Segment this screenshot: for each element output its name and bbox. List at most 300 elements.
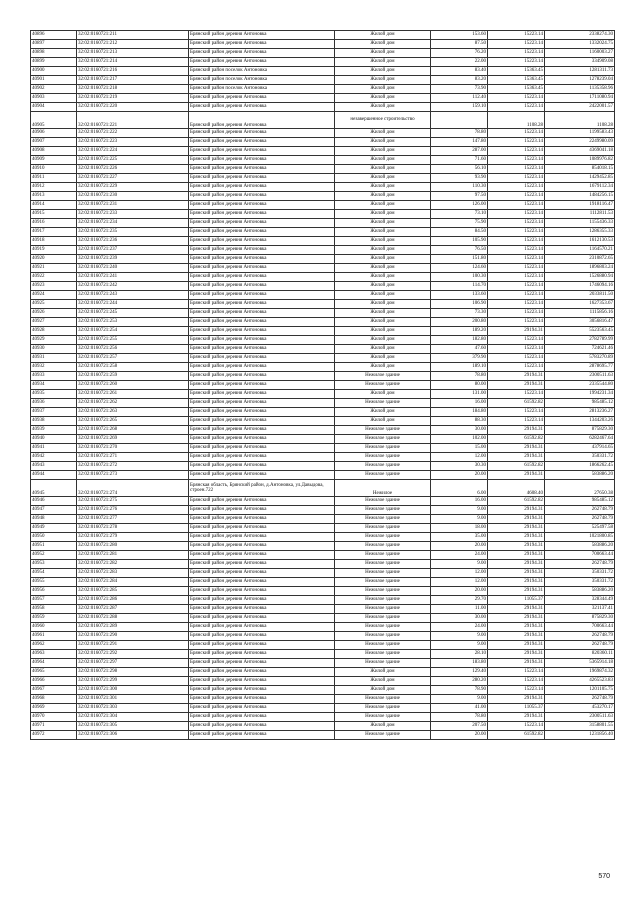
cell-cadastral-value: 1115856.16 (545, 309, 615, 318)
table-row (31, 318, 615, 327)
cell-object-type: Нежилое здание (335, 453, 431, 462)
cell-row-number: 40928 (31, 327, 77, 336)
table-row (31, 192, 615, 201)
cell-object-type: Жилой дом (335, 183, 431, 192)
cell-cadastral-value: 2782789.99 (545, 336, 615, 345)
cell-address: Брянский район деревня Антоновка (189, 578, 335, 587)
cell-row-number: 40901 (31, 76, 77, 85)
cell-cadastral-number: 32:02:0160721:235 (77, 228, 189, 237)
cell-object-type: Жилой дом (335, 255, 431, 264)
cell-unit-value: 15223.14 (488, 722, 545, 731)
cell-unit-value: 4608.40 (488, 480, 545, 497)
cell-object-type: Жилой дом (335, 129, 431, 138)
table-row (31, 668, 615, 677)
cell-row-number: 40956 (31, 587, 77, 596)
cell-cadastral-value: 1711080.94 (545, 94, 615, 103)
cell-object-type: Нежилое здание (335, 623, 431, 632)
cell-object-type: Жилой дом (335, 273, 431, 282)
cell-address: Брянский район деревня Антоновка (189, 282, 335, 291)
cell-cadastral-value: 350331.72 (545, 578, 615, 587)
table-row (31, 704, 615, 713)
cell-area: 84.50 (431, 228, 488, 237)
cell-unit-value: 15223.14 (488, 31, 545, 40)
cell-unit-value: 15223.14 (488, 219, 545, 228)
cell-area: 129.40 (431, 668, 488, 677)
cell-cadastral-value: 2033811.50 (545, 291, 615, 300)
cell-address: Брянский район деревня Антоновка (189, 641, 335, 650)
cell-address: Брянский район деревня Антоновка (189, 731, 335, 740)
cell-unit-value: 29194.31 (488, 453, 545, 462)
cell-row-number: 40947 (31, 506, 77, 515)
cell-row-number: 40952 (31, 551, 77, 560)
cell-unit-value: 29194.31 (488, 632, 545, 641)
cell-cadastral-value: 27650.38 (545, 480, 615, 497)
cell-area: 20.00 (431, 542, 488, 551)
cell-unit-value: 29194.31 (488, 327, 545, 336)
cell-cadastral-number: 32:02:0160721:274 (77, 480, 189, 497)
cell-address: Брянский район деревня Антоновка (189, 336, 335, 345)
table-row (31, 336, 615, 345)
table-row (31, 462, 615, 471)
cell-unit-value: 29194.31 (488, 605, 545, 614)
cell-cadastral-number: 32:02:0160721:297 (77, 659, 189, 668)
cell-cadastral-number: 32:02:0160721:221 (77, 112, 189, 129)
table-row (31, 596, 615, 605)
cell-cadastral-value: 1201105.75 (545, 686, 615, 695)
cell-address: Брянский район деревня Антоновка (189, 722, 335, 731)
cell-row-number: 40909 (31, 156, 77, 165)
cell-cadastral-number: 32:02:0160721:241 (77, 273, 189, 282)
table-row (31, 713, 615, 722)
cell-area: 78.90 (431, 686, 488, 695)
cell-unit-value: 29194.31 (488, 659, 545, 668)
cell-unit-value: 15223.14 (488, 336, 545, 345)
cell-area: 131.00 (431, 390, 488, 399)
cell-unit-value: 15223.14 (488, 408, 545, 417)
cell-cadastral-number: 32:02:0160721:292 (77, 650, 189, 659)
cell-row-number: 40929 (31, 336, 77, 345)
cell-area: 280.20 (431, 677, 488, 686)
cell-area: 71.60 (431, 156, 488, 165)
cell-object-type: Жилой дом (335, 85, 431, 94)
cell-row-number: 40910 (31, 165, 77, 174)
cell-address: Брянский район деревня Антоновка (189, 515, 335, 524)
table-row (31, 291, 615, 300)
cell-address: Брянский район поселок Антоновка (189, 85, 335, 94)
cell-cadastral-value: 2310872.65 (545, 255, 615, 264)
cell-cadastral-number: 32:02:0160721:282 (77, 560, 189, 569)
cell-unit-value: 15223.14 (488, 300, 545, 309)
table-row (31, 587, 615, 596)
cell-cadastral-value: 2300511.63 (545, 372, 615, 381)
cell-cadastral-value: 1160003.27 (545, 49, 615, 58)
cell-row-number: 40938 (31, 417, 77, 426)
cell-cadastral-value: 1112811.53 (545, 210, 615, 219)
cell-cadastral-number: 32:02:0160721:216 (77, 67, 189, 76)
cell-address: Брянский район деревня Антоновка (189, 372, 335, 381)
cell-cadastral-number: 32:02:0160721:275 (77, 497, 189, 506)
cell-unit-value: 15223.14 (488, 246, 545, 255)
cell-object-type: Нежилое здание (335, 551, 431, 560)
cell-row-number: 40922 (31, 273, 77, 282)
cell-address: Брянский район деревня Антоновка (189, 605, 335, 614)
cell-area: 83.40 (431, 67, 488, 76)
cell-address: Брянский район деревня Антоновка (189, 309, 335, 318)
cell-cadastral-value: 875829.30 (545, 426, 615, 435)
cell-cadastral-value: 583886.20 (545, 471, 615, 480)
cell-area: 16.00 (431, 399, 488, 408)
table-row (31, 237, 615, 246)
cell-cadastral-number: 32:02:0160721:263 (77, 408, 189, 417)
cell-object-type: Нежилое здание (335, 713, 431, 722)
cell-unit-value: 15223.14 (488, 255, 545, 264)
cell-cadastral-value: 1021800.85 (545, 533, 615, 542)
cell-row-number: 40932 (31, 363, 77, 372)
cell-area (431, 112, 488, 129)
cell-unit-value: 29194.31 (488, 515, 545, 524)
cell-unit-value: 29194.31 (488, 614, 545, 623)
table-row (31, 471, 615, 480)
cell-row-number: 40906 (31, 129, 77, 138)
cell-cadastral-value: 1866262.45 (545, 462, 615, 471)
cell-row-number: 40908 (31, 147, 77, 156)
cell-cadastral-value: 1627353.67 (545, 300, 615, 309)
cell-cadastral-number: 32:02:0160721:231 (77, 201, 189, 210)
cell-row-number: 40920 (31, 255, 77, 264)
cell-address: Брянский район деревня Антоновка (189, 345, 335, 354)
cell-area: 76.20 (431, 49, 488, 58)
cell-object-type: Жилой дом (335, 219, 431, 228)
cell-unit-value: 15363.45 (488, 85, 545, 94)
cell-cadastral-number: 32:02:0160721:276 (77, 506, 189, 515)
cell-row-number: 40967 (31, 686, 77, 695)
cell-cadastral-value: 1746094.16 (545, 282, 615, 291)
cell-row-number: 40927 (31, 318, 77, 327)
cell-cadastral-value: 1135358.96 (545, 85, 615, 94)
cell-cadastral-number: 32:02:0160721:260 (77, 381, 189, 390)
cell-area: 97.50 (431, 192, 488, 201)
cell-area: 12.00 (431, 453, 488, 462)
cell-cadastral-number: 32:02:0160721:224 (77, 147, 189, 156)
cell-area: 30.30 (431, 462, 488, 471)
cell-unit-value: 29194.31 (488, 506, 545, 515)
cell-object-type: Жилой дом (335, 686, 431, 695)
cell-object-type: Нежилое здание (335, 515, 431, 524)
table-row (31, 156, 615, 165)
cell-area: 76.50 (431, 246, 488, 255)
cell-unit-value: 29194.31 (488, 471, 545, 480)
cell-address: Брянский район деревня Антоновка (189, 94, 335, 103)
table-row (31, 560, 615, 569)
cell-row-number: 40953 (31, 560, 77, 569)
cell-row-number: 40926 (31, 309, 77, 318)
cell-cadastral-value: 5365914.18 (545, 659, 615, 668)
cell-area: 287.00 (431, 147, 488, 156)
cell-cadastral-value: 1108.28 (545, 112, 615, 129)
cell-address: Брянский район деревня Антоновка (189, 408, 335, 417)
cell-address: Брянский район деревня Антоновка (189, 255, 335, 264)
cell-unit-value: 61592.82 (488, 399, 545, 408)
cell-row-number: 40937 (31, 408, 77, 417)
cell-row-number: 40916 (31, 219, 77, 228)
table-row (31, 183, 615, 192)
cell-cadastral-number: 32:02:0160721:280 (77, 542, 189, 551)
cell-cadastral-value: 350331.72 (545, 569, 615, 578)
cell-cadastral-number: 32:02:0160721:214 (77, 58, 189, 67)
cell-row-number: 40923 (31, 282, 77, 291)
cell-cadastral-value: 525497.58 (545, 524, 615, 533)
cell-cadastral-value: 5783270.89 (545, 354, 615, 363)
cell-unit-value: 61592.82 (488, 435, 545, 444)
cell-object-type: Жилой дом (335, 408, 431, 417)
cell-area: 12.00 (431, 569, 488, 578)
cell-area: 9.00 (431, 560, 488, 569)
table-row (31, 542, 615, 551)
cell-area: 30.00 (431, 426, 488, 435)
cell-address: Брянский район деревня Антоновка (189, 596, 335, 605)
cell-unit-value: 29194.31 (488, 578, 545, 587)
cell-row-number: 40900 (31, 67, 77, 76)
cell-area: 93.90 (431, 174, 488, 183)
cell-unit-value: 29194.31 (488, 542, 545, 551)
cell-cadastral-number: 32:02:0160721:255 (77, 336, 189, 345)
cell-object-type: Нежилое здание (335, 596, 431, 605)
cell-area: 78.80 (431, 129, 488, 138)
cell-address: Брянский район деревня Антоновка (189, 237, 335, 246)
table-row (31, 345, 615, 354)
cell-area: 35.00 (431, 533, 488, 542)
cell-unit-value: 15223.14 (488, 273, 545, 282)
cell-cadastral-number: 32:02:0160721:244 (77, 300, 189, 309)
cell-area: 189.20 (431, 327, 488, 336)
cell-cadastral-number: 32:02:0160721:304 (77, 713, 189, 722)
cell-cadastral-value: 262748.79 (545, 695, 615, 704)
cell-area: 207.50 (431, 722, 488, 731)
cell-cadastral-number: 32:02:0160721:271 (77, 453, 189, 462)
cell-row-number: 40957 (31, 596, 77, 605)
page-number: 570 (598, 873, 610, 880)
cell-unit-value: 29194.31 (488, 551, 545, 560)
cell-area: 183.80 (431, 659, 488, 668)
cell-area: 16.00 (431, 497, 488, 506)
cell-unit-value: 15223.14 (488, 237, 545, 246)
cell-unit-value: 15223.14 (488, 686, 545, 695)
table-row (31, 390, 615, 399)
table-row (31, 515, 615, 524)
cell-cadastral-number: 32:02:0160721:269 (77, 435, 189, 444)
cell-object-type: Жилой дом (335, 282, 431, 291)
cell-object-type: Нежилое здание (335, 731, 431, 740)
cell-address: Брянский район деревня Антоновка (189, 524, 335, 533)
cell-object-type: Нежилое здание (335, 533, 431, 542)
cell-object-type: Жилой дом (335, 300, 431, 309)
cell-cadastral-value: 724621.46 (545, 345, 615, 354)
cell-object-type: Нежилое здание (335, 587, 431, 596)
cell-cadastral-number: 32:02:0160721:299 (77, 677, 189, 686)
cell-object-type: Жилой дом (335, 677, 431, 686)
cell-unit-value: 15223.14 (488, 49, 545, 58)
table-row (31, 76, 615, 85)
table-row (31, 363, 615, 372)
cell-cadastral-number: 32:02:0160721:261 (77, 390, 189, 399)
table-row (31, 300, 615, 309)
cell-cadastral-number: 32:02:0160721:253 (77, 318, 189, 327)
cell-cadastral-number: 32:02:0160721:270 (77, 444, 189, 453)
cell-row-number: 40966 (31, 677, 77, 686)
cell-area: 9.00 (431, 515, 488, 524)
cell-unit-value: 15223.14 (488, 390, 545, 399)
cell-unit-value: 61592.82 (488, 731, 545, 740)
cell-row-number: 40944 (31, 471, 77, 480)
cell-cadastral-number: 32:02:0160721:219 (77, 94, 189, 103)
cell-cadastral-number: 32:02:0160721:213 (77, 49, 189, 58)
table-row (31, 426, 615, 435)
cell-area: 22.00 (431, 58, 488, 67)
cell-address: Брянский район деревня Антоновка (189, 506, 335, 515)
cell-object-type: Нежилое здание (335, 471, 431, 480)
table-row (31, 408, 615, 417)
cell-address: Брянский район поселок Антоновка (189, 76, 335, 85)
cell-address: Брянский район деревня Антоновка (189, 551, 335, 560)
table-row (31, 381, 615, 390)
cell-object-type: Жилой дом (335, 417, 431, 426)
cell-address: Брянский район деревня Антоновка (189, 165, 335, 174)
cell-object-type: Жилой дом (335, 31, 431, 40)
cell-unit-value: 29194.31 (488, 695, 545, 704)
cell-cadastral-value: 262748.79 (545, 515, 615, 524)
cell-row-number: 40949 (31, 524, 77, 533)
cell-cadastral-value: 820360.11 (545, 650, 615, 659)
cell-area: 15.00 (431, 444, 488, 453)
cell-object-type: Жилой дом (335, 264, 431, 273)
cell-row-number: 40971 (31, 722, 77, 731)
table-row (31, 632, 615, 641)
table-row (31, 273, 615, 282)
cell-address: Брянский район деревня Антоновка (189, 300, 335, 309)
cell-cadastral-number: 32:02:0160721:288 (77, 614, 189, 623)
cell-row-number: 40954 (31, 569, 77, 578)
cell-cadastral-number: 32:02:0160721:223 (77, 138, 189, 147)
cell-cadastral-value: 453270.17 (545, 704, 615, 713)
table-row (31, 58, 615, 67)
cell-object-type: Жилой дом (335, 336, 431, 345)
cell-address: Брянский район деревня Антоновка (189, 201, 335, 210)
cell-object-type: Жилой дом (335, 58, 431, 67)
cell-unit-value: 29194.31 (488, 650, 545, 659)
cell-cadastral-value: 2335544.80 (545, 381, 615, 390)
cell-object-type: Жилой дом (335, 228, 431, 237)
cell-object-type: Нежилое здание (335, 605, 431, 614)
cell-row-number: 40911 (31, 174, 77, 183)
cell-address: Брянский район поселок Антоновка (189, 67, 335, 76)
cell-area: 147.80 (431, 138, 488, 147)
cell-cadastral-value: 2813236.27 (545, 408, 615, 417)
cell-unit-value: 29194.31 (488, 560, 545, 569)
cell-area: 73.10 (431, 210, 488, 219)
cell-cadastral-value: 2878695.77 (545, 363, 615, 372)
cell-area: 114.70 (431, 282, 488, 291)
cell-unit-value: 15223.14 (488, 417, 545, 426)
cell-cadastral-value: 875829.30 (545, 614, 615, 623)
cell-object-type: Нежилое здание (335, 569, 431, 578)
cell-cadastral-value: 1484256.15 (545, 192, 615, 201)
cell-unit-value: 15223.14 (488, 138, 545, 147)
cell-row-number: 40907 (31, 138, 77, 147)
table-row (31, 103, 615, 112)
cell-row-number: 40919 (31, 246, 77, 255)
table-row (31, 147, 615, 156)
table-row (31, 551, 615, 560)
cell-unit-value: 15223.14 (488, 282, 545, 291)
table-row (31, 40, 615, 49)
cell-address: Брянский район деревня Антоновка (189, 614, 335, 623)
cell-area: 29.70 (431, 596, 488, 605)
cell-object-type: Нежилое здание (335, 506, 431, 515)
cell-cadastral-number: 32:02:0160721:287 (77, 605, 189, 614)
cell-cadastral-number: 32:02:0160721:301 (77, 695, 189, 704)
cell-area: 124.60 (431, 264, 488, 273)
cell-row-number: 40915 (31, 210, 77, 219)
cell-area: 20.00 (431, 471, 488, 480)
cell-address: Брянский район деревня Антоновка (189, 264, 335, 273)
cell-cadastral-value: 1918116.47 (545, 201, 615, 210)
cell-object-type: Жилой дом (335, 237, 431, 246)
cell-unit-value: 15223.14 (488, 192, 545, 201)
table-row (31, 399, 615, 408)
cell-address: Брянский район деревня Антоновка (189, 156, 335, 165)
cell-cadastral-value: 1612130.53 (545, 237, 615, 246)
cell-row-number: 40933 (31, 372, 77, 381)
cell-object-type: Жилой дом (335, 94, 431, 103)
table-row (31, 309, 615, 318)
cell-cadastral-value: 437914.65 (545, 444, 615, 453)
cell-cadastral-number: 32:02:0160721:258 (77, 363, 189, 372)
cell-unit-value: 1108.28 (488, 112, 545, 129)
cell-row-number: 40942 (31, 453, 77, 462)
cell-cadastral-number: 32:02:0160721:300 (77, 686, 189, 695)
cell-cadastral-number: 32:02:0160721:306 (77, 731, 189, 740)
cell-object-type: Нежилое здание (335, 435, 431, 444)
table-row (31, 497, 615, 506)
cell-cadastral-number: 32:02:0160721:278 (77, 524, 189, 533)
cell-object-type: Жилой дом (335, 67, 431, 76)
cell-row-number: 40921 (31, 264, 77, 273)
table-row (31, 533, 615, 542)
table-body (31, 31, 615, 740)
cell-row-number: 40917 (31, 228, 77, 237)
table-row (31, 327, 615, 336)
cell-address: Брянский район деревня Антоновка (189, 129, 335, 138)
cell-row-number: 40914 (31, 201, 77, 210)
table-row (31, 695, 615, 704)
cell-unit-value: 15223.14 (488, 58, 545, 67)
cell-address: Брянский район деревня Антоновка (189, 623, 335, 632)
cell-area: 12.00 (431, 578, 488, 587)
cell-cadastral-number: 32:02:0160721:227 (77, 174, 189, 183)
cell-cadastral-number: 32:02:0160721:217 (77, 76, 189, 85)
cell-address: Брянский район деревня Антоновка (189, 713, 335, 722)
cell-cadastral-number: 32:02:0160721:225 (77, 156, 189, 165)
cell-cadastral-number: 32:02:0160721:218 (77, 85, 189, 94)
cell-unit-value: 15223.14 (488, 129, 545, 138)
cell-cadastral-number: 32:02:0160721:256 (77, 345, 189, 354)
cell-area: 126.00 (431, 201, 488, 210)
cell-unit-value: 11055.37 (488, 704, 545, 713)
table-row (31, 228, 615, 237)
cell-row-number: 40950 (31, 533, 77, 542)
cell-row-number: 40924 (31, 291, 77, 300)
table-row (31, 722, 615, 731)
